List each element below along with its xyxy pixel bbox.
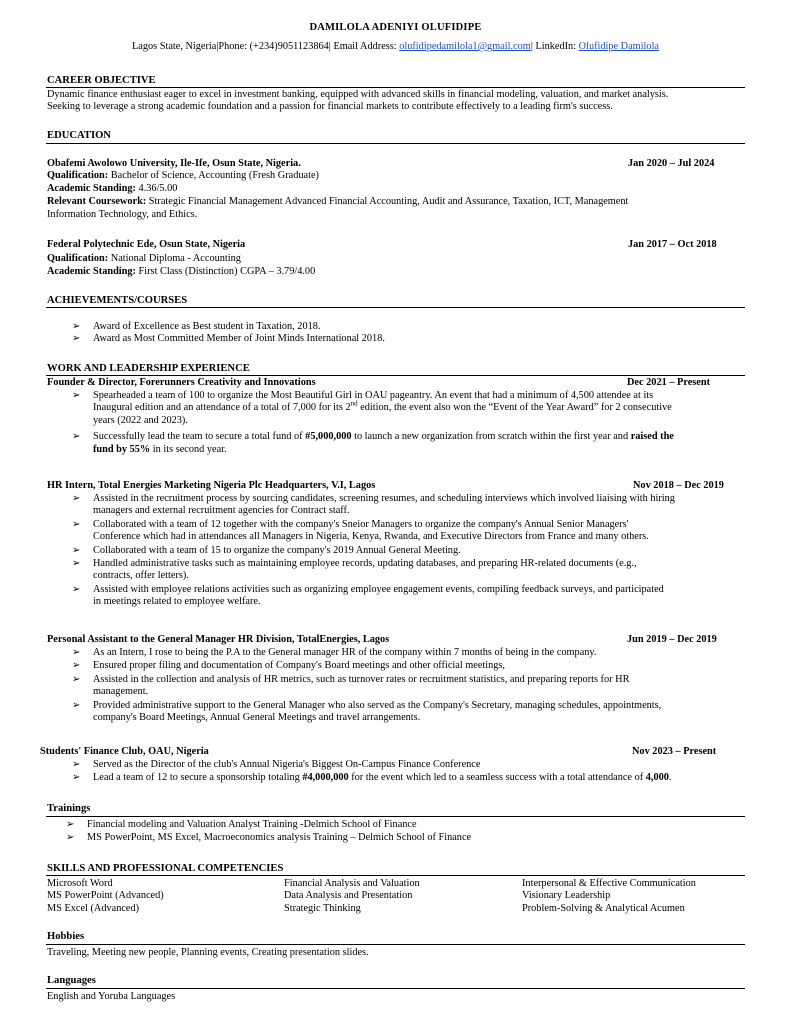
section-divider [46, 944, 745, 945]
qualification: Qualification: Bachelor of Science, Accounting (Fresh Graduate) [47, 170, 319, 181]
skill-item: Visionary Leadership [522, 890, 611, 902]
list-item: ➢ Assisted in the collection and analysis of HR metrics, such as turnover rates or recruitment statistics, and preparing reports for HR management. [72, 673, 630, 698]
arrow-bullet-icon: ➢ [66, 832, 75, 844]
skill-item: Financial Analysis and Valuation [284, 878, 420, 889]
skills-column-2 [284, 878, 420, 915]
skill-item: MS PowerPoint (Advanced) [47, 890, 164, 902]
arrow-bullet-icon: ➢ [72, 558, 81, 570]
trainings-list [66, 819, 471, 845]
job-dates: Nov 2023 – Present [632, 746, 717, 757]
candidate-name: DAMILOLA ADENIYI OLUFIDIPE [309, 22, 482, 33]
arrow-bullet-icon: ➢ [72, 518, 81, 530]
academic-standing: Academic Standing: First Class (Distinction) CGPA – 3.79/4.00 [47, 266, 316, 277]
job-dates: Jun 2019 – Dec 2019 [627, 634, 717, 645]
arrow-bullet-icon: ➢ [72, 390, 81, 401]
contact-info: Lagos State, Nigeria|Phone: (+234)9051123864| Email Address: [132, 41, 400, 52]
job-bullets [72, 390, 752, 456]
job-dates: Nov 2018 – Dec 2019 [633, 480, 724, 491]
arrow-bullet-icon: ➢ [72, 660, 81, 672]
job-bullets [72, 759, 762, 785]
coursework-cont: Information Technology, and Ethics. [47, 209, 198, 220]
school-name: Obafemi Awolowo University, Ile-Ife, Osun State, Nigeria. [47, 158, 301, 169]
coursework: Relevant Coursework: Strategic Financial Management Advanced Financial Accounting, Audit and Assurance, Taxation, ICT, Management [47, 196, 629, 207]
job-bullets [72, 647, 752, 724]
section-title-languages: Languages [47, 975, 96, 986]
section-title-objective: CAREER OBJECTIVE [47, 75, 156, 86]
list-item: ➢ Collaborated with a team of 15 to organize the company's 2019 Annual General Meeting. [72, 544, 461, 556]
list-item: ➢ Served as the Director of the club's Annual Nigeria's Biggest On-Campus Finance Conference [72, 759, 481, 770]
arrow-bullet-icon: ➢ [72, 321, 81, 332]
arrow-bullet-icon: ➢ [72, 699, 81, 711]
school-name: Federal Polytechnic Ede, Osun State, Nigeria [47, 239, 246, 250]
linkedin-separator: | LinkedIn: [530, 41, 579, 52]
skills-column-1 [47, 878, 164, 915]
hobbies-text: Traveling, Meeting new people, Planning events, Creating presentation slides. [47, 947, 369, 958]
school-dates: Jan 2017 – Oct 2018 [628, 239, 717, 250]
job-title: Personal Assistant to the General Manager HR Division, TotalEnergies, Lagos [47, 634, 390, 645]
section-title-education: EDUCATION [47, 130, 111, 141]
list-item: ➢ Collaborated with a team of 12 together with the company's Sneior Managers to organize the company's Annual Senior Managers' Conference which had in attendances all Managers in Nigeria, Kenya, Rwanda, and Executive Directors from France and many others. [72, 518, 649, 543]
job-title: HR Intern, Total Energies Marketing Nigeria Plc Headquarters, V.I, Lagos [47, 480, 376, 491]
list-item: ➢ As an Intern, I rose to being the P.A to the General manager HR of the company within 7 months of being in the company. [72, 647, 597, 658]
arrow-bullet-icon: ➢ [72, 759, 81, 770]
arrow-bullet-icon: ➢ [72, 772, 81, 784]
objective-line-1: Dynamic finance enthusiast eager to excel in investment banking, equipped with advanced skills in financial modeling, valuation, and market analysis. [47, 89, 669, 100]
arrow-bullet-icon: ➢ [72, 493, 81, 504]
list-item: ➢ Ensured proper filing and documentation of Company's Board meetings and other official meetings, [72, 660, 506, 672]
section-divider [46, 375, 745, 376]
list-item: ➢ MS PowerPoint, MS Excel, Macroeconomics analysis Training – Delmich School of Finance [66, 832, 472, 844]
skill-item: Strategic Thinking [284, 902, 361, 914]
arrow-bullet-icon: ➢ [66, 819, 75, 830]
list-item: ➢ Assisted with employee relations activities such as organizing employee engagement events, compiling feedback surveys, and participated in meetings related to employee welfare. [72, 583, 664, 608]
section-title-achievements: ACHIEVEMENTS/COURSES [47, 295, 188, 306]
section-divider [46, 816, 745, 817]
section-divider [46, 143, 745, 144]
objective-line-2: Seeking to leverage a strong academic foundation and a passion for financial markets to contribute effectively to a leading firm's success. [47, 101, 613, 112]
section-title-experience: WORK AND LEADERSHIP EXPERIENCE [47, 363, 250, 374]
section-title-skills: SKILLS AND PROFESSIONAL COMPETENCIES [47, 863, 284, 874]
skill-item: MS Excel (Advanced) [47, 902, 140, 914]
job-dates: Dec 2021 – Present [627, 377, 711, 388]
arrow-bullet-icon: ➢ [72, 673, 81, 685]
achievements-list [72, 321, 385, 346]
list-item: ➢ Financial modeling and Valuation Analyst Training -Delmich School of Finance [66, 819, 417, 830]
arrow-bullet-icon: ➢ [72, 333, 81, 345]
list-item: ➢ Handled administrative tasks such as maintaining employee records, updating databases, and preparing HR-related documents (e.g., contracts, offer letters). [72, 558, 637, 582]
skill-item: Microsoft Word [47, 878, 113, 889]
academic-standing: Academic Standing: 4.36/5.00 [47, 183, 178, 194]
arrow-bullet-icon: ➢ [72, 431, 81, 443]
qualification: Qualification: National Diploma - Accounting [47, 253, 241, 264]
list-item: ➢ Spearheaded a team of 100 to organize the Most Beautiful Girl in OAU pageantry. An event that had a minimum of 4,500 attendee at its Inaugural edition and an attendance of a total of 7,000 for its 2nd edition, the event also won the “Event of the Year Award” for 2 consecutive years (2022 and 2023). [72, 390, 672, 426]
list-item: ➢ Successfully lead the team to secure a total fund of #5,000,000 to launch a new organization from scratch within the first year and raised the fund by 55% in its second year. [72, 431, 674, 455]
list-item: ➢ Award as Most Committed Member of Joint Minds International 2018. [72, 333, 385, 345]
list-item: ➢ Assisted in the recruitment process by sourcing candidates, screening resumes, and scheduling interviews which involved liaising with hiring managers and external recruitment agencies for Contract staff. [72, 493, 675, 517]
skill-item: Data Analysis and Presentation [284, 890, 413, 902]
skills-column-3 [522, 878, 696, 915]
section-divider [46, 875, 745, 876]
job-title: Students' Finance Club, OAU, Nigeria [40, 746, 209, 757]
section-divider [46, 307, 745, 308]
job-bullets [72, 493, 752, 609]
list-item: ➢ Provided administrative support to the General Manager who also served as the Company's Secretary, managing schedules, appointments, company's Board Meetings, Annual General Meetings and travel arrangements. [72, 699, 662, 724]
linkedin-link[interactable]: Olufidipe Damilola [578, 41, 659, 52]
section-title-trainings: Trainings [47, 803, 91, 814]
arrow-bullet-icon: ➢ [72, 583, 81, 595]
skill-item: Problem-Solving & Analytical Acumen [522, 902, 685, 914]
arrow-bullet-icon: ➢ [72, 544, 81, 556]
skill-item: Interpersonal & Effective Communication [522, 878, 696, 889]
contact-line [0, 41, 791, 53]
section-divider [46, 988, 745, 989]
section-title-hobbies: Hobbies [47, 931, 85, 942]
school-dates: Jan 2020 – Jul 2024 [628, 158, 715, 169]
job-title: Founder & Director, Forerunners Creativity and Innovations [47, 377, 316, 388]
arrow-bullet-icon: ➢ [72, 647, 81, 658]
section-divider [46, 87, 745, 88]
list-item: ➢ Award of Excellence as Best student in Taxation, 2018. [72, 321, 321, 332]
email-link[interactable]: olufidipedamilola1@gmail.com [399, 41, 531, 52]
languages-text: English and Yoruba Languages [47, 991, 176, 1002]
list-item: ➢ Lead a team of 12 to secure a sponsorship totaling #4,000,000 for the event which led to a seamless success with a total attendance of 4,000. [72, 772, 672, 784]
